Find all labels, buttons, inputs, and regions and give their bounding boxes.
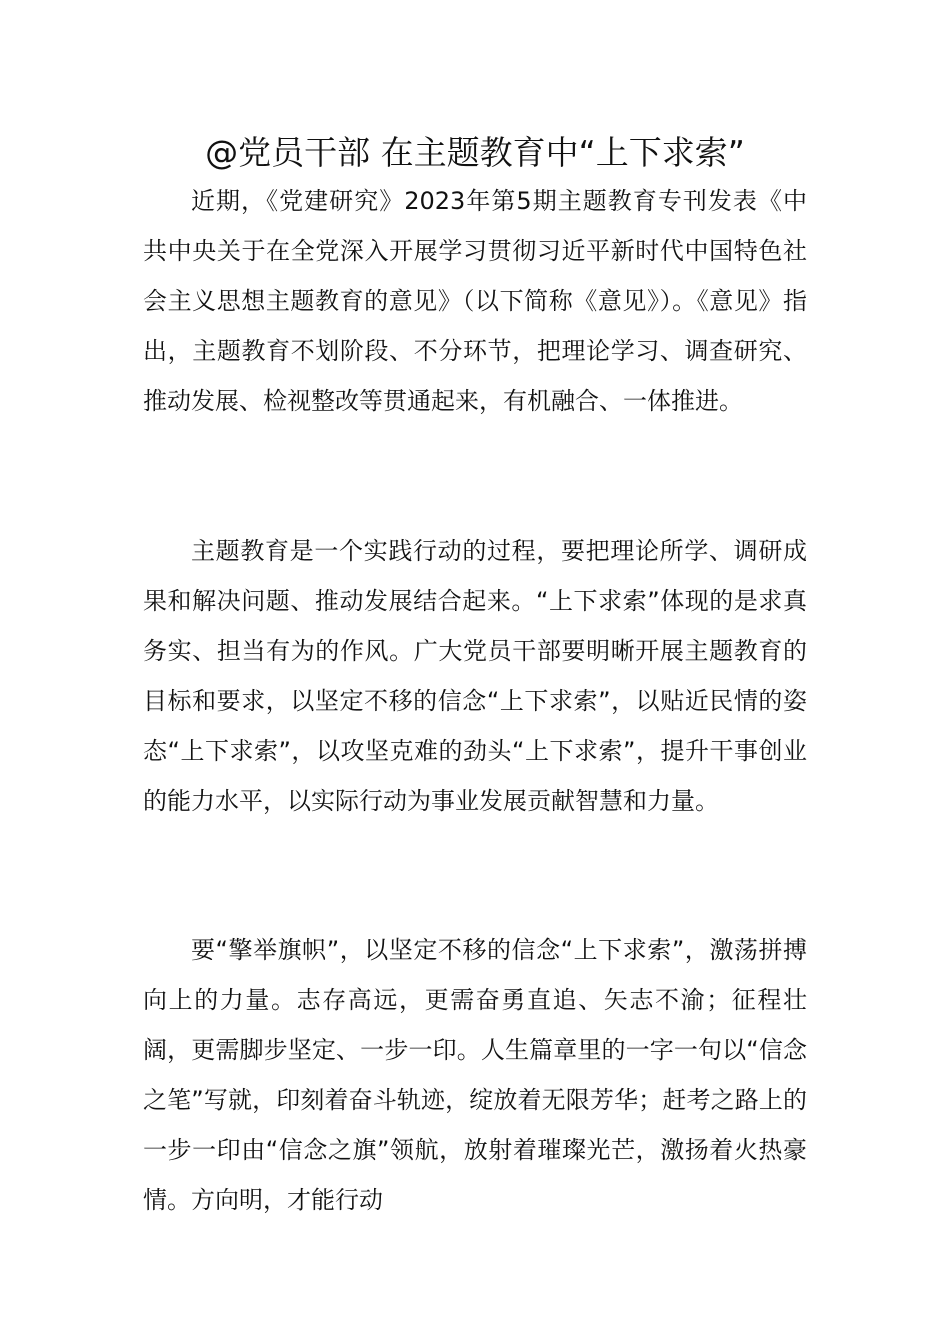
paragraph-1: 近期，《党建研究》2023年第5期主题教育专刊发表《中共中央关于在全党深入开展学习贯彻习近平新时代中国特色社会主义思想主题教育的意见》（以下简称《意见》）。《意见》指出，主题教育不划阶段、不分环节，把理论学习、调查研究、推动发展、检视整改等贯通起来，有机融合、一体推进。 xyxy=(143,187,807,415)
paragraph-2: 主题教育是一个实践行动的过程，要把理论所学、调研成果和解决问题、推动发展结合起来。“上下求索”体现的是求真务实、担当有为的作风。广大党员干部要明晰开展主题教育的目标和要求，以坚定不移的信念“上下求索”，以贴近民情的姿态“上下求索”，以攻坚克难的劲头“上下求索”，提升干事创业的能力水平，以实际行动为事业发展贡献智慧和力量。 xyxy=(143,537,807,815)
document-title: @党员干部 在主题教育中“上下求索” xyxy=(205,133,745,172)
paragraph-3: 要“擎举旗帜”，以坚定不移的信念“上下求索”，激荡拼搏向上的力量。志存高远，更需奋勇直追、矢志不渝；征程壮阔，更需脚步坚定、一步一印。人生篇章里的一字一句以“信念之笔”写就，印刻着奋斗轨迹，绽放着无限芳华；赶考之路上的一步一印由“信念之旗”领航，放射着璀璨光芒，激扬着火热豪情。方向明，才能行动 xyxy=(143,936,807,1214)
